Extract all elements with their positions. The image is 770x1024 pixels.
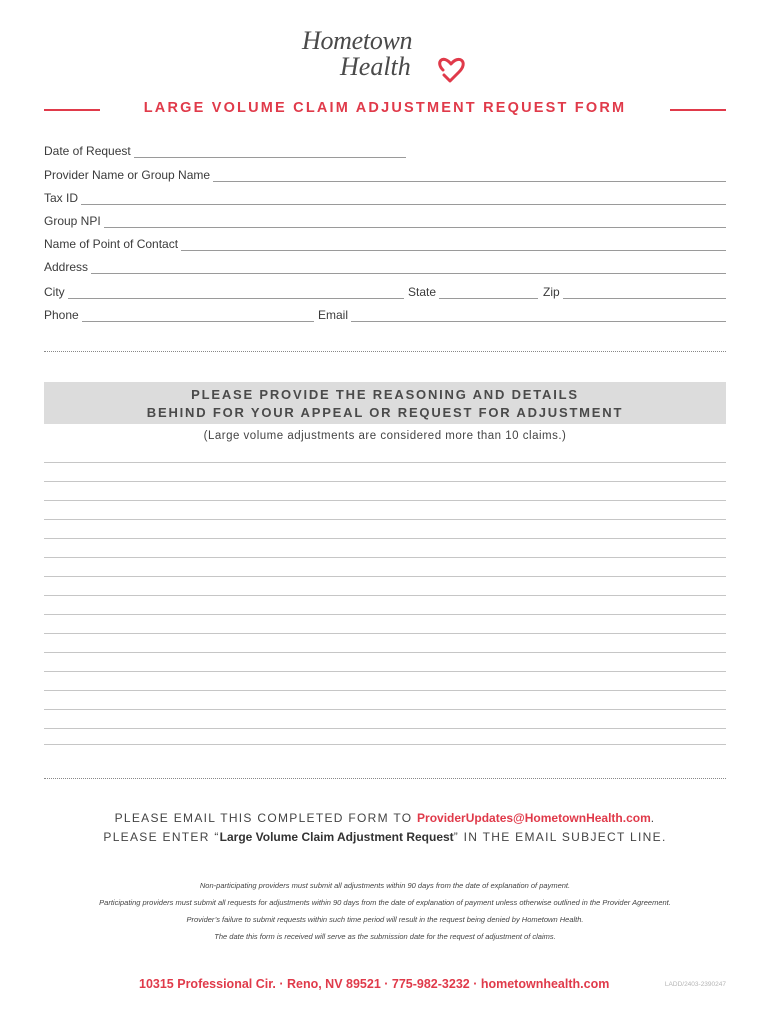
phone-input[interactable] (82, 310, 314, 322)
writing-line[interactable] (44, 633, 726, 634)
email-input[interactable] (351, 310, 726, 322)
reasoning-heading-box (44, 382, 726, 424)
writing-line[interactable] (44, 538, 726, 539)
writing-line[interactable] (44, 595, 726, 596)
address-field (44, 258, 726, 274)
writing-line[interactable] (44, 671, 726, 672)
date-of-request-input[interactable] (134, 146, 406, 158)
writing-line[interactable] (44, 614, 726, 615)
form-title: LARGE VOLUME CLAIM ADJUSTMENT REQUEST FORM (143, 100, 627, 116)
city-label: City (44, 285, 65, 299)
writing-line[interactable] (44, 481, 726, 482)
reasoning-heading-line2: BEHIND FOR YOUR APPEAL OR REQUEST FOR ADJUSTMENT (146, 405, 624, 420)
state-input[interactable] (439, 287, 538, 299)
email-instruction (0, 811, 770, 825)
state-field (408, 283, 538, 299)
phone-field (44, 306, 314, 322)
point-of-contact-field (44, 235, 726, 251)
writing-line[interactable] (44, 709, 726, 710)
reasoning-text-area[interactable] (44, 444, 726, 744)
state-label: State (408, 285, 437, 299)
writing-line[interactable] (44, 462, 726, 463)
form-code: LADD/2403-2390247 (664, 981, 726, 988)
provider-name-field (44, 166, 726, 182)
note-submission-date: The date this form is received will serve as the submission date for the request of adjustment of claims. (214, 932, 556, 941)
email-label: Email (318, 308, 349, 322)
note-participating: Participating providers must submit all requests for adjustments within 90 days from the date of explanation of payment unless otherwise outlined in the Provider Agreement. (99, 898, 671, 907)
city-field (44, 283, 404, 299)
subject-instruction-prefix: PLEASE ENTER “ (103, 830, 220, 844)
address-input[interactable] (91, 262, 726, 274)
footer-contact-info: 10315 Professional Cir. · Reno, NV 89521 · 775-982-3232 · hometownhealth.com (139, 977, 610, 991)
reasoning-subheading: (Large volume adjustments are considered more than 10 claims.) (203, 430, 567, 442)
section-divider-top (44, 351, 726, 352)
tax-id-field (44, 189, 726, 205)
date-of-request-field (44, 142, 406, 158)
writing-line[interactable] (44, 728, 726, 729)
date-of-request-label: Date of Request (44, 144, 131, 158)
writing-line[interactable] (44, 690, 726, 691)
note-failure-to-submit: Provider’s failure to submit requests within such time period will result in the request being denied by Hometown Health. (186, 915, 584, 924)
point-of-contact-label: Name of Point of Contact (44, 237, 179, 251)
section-divider-bottom (44, 778, 726, 779)
group-npi-label: Group NPI (44, 214, 101, 228)
subject-instruction-suffix: ” IN THE EMAIL SUBJECT LINE. (453, 830, 667, 844)
email-instruction-prefix: PLEASE EMAIL THIS COMPLETED FORM TO (114, 811, 418, 825)
email-instruction-suffix: . (650, 811, 656, 825)
hometown-health-logo (300, 22, 480, 84)
writing-line[interactable] (44, 576, 726, 577)
city-input[interactable] (68, 287, 404, 299)
form-title-row (44, 100, 726, 120)
writing-line[interactable] (44, 652, 726, 653)
title-rule-right (670, 109, 726, 111)
zip-input[interactable] (563, 287, 726, 299)
tax-id-label: Tax ID (44, 191, 79, 205)
reasoning-heading-line1: PLEASE PROVIDE THE REASONING AND DETAILS (191, 387, 579, 402)
writing-line[interactable] (44, 500, 726, 501)
footer (44, 977, 726, 995)
zip-label: Zip (543, 285, 560, 299)
email-field (318, 306, 726, 322)
writing-line[interactable] (44, 744, 726, 745)
logo-text-line2: Health (340, 52, 411, 81)
provider-name-input[interactable] (213, 170, 726, 182)
heart-icon (433, 56, 469, 84)
provider-name-label: Provider Name or Group Name (44, 168, 211, 182)
zip-field (543, 283, 726, 299)
group-npi-input[interactable] (104, 216, 726, 228)
subject-line-text: Large Volume Claim Adjustment Request (219, 830, 454, 844)
subject-instruction (0, 830, 770, 844)
note-non-participating: Non-participating providers must submit all adjustments within 90 days from the date of explanation of payment. (199, 881, 571, 890)
logo-text-line1: Hometown (302, 26, 413, 55)
writing-line[interactable] (44, 557, 726, 558)
phone-label: Phone (44, 308, 79, 322)
point-of-contact-input[interactable] (181, 239, 726, 251)
writing-line[interactable] (44, 519, 726, 520)
address-label: Address (44, 260, 89, 274)
group-npi-field (44, 212, 726, 228)
provider-updates-email-link[interactable]: ProviderUpdates@HometownHealth.com (417, 811, 651, 825)
tax-id-input[interactable] (81, 193, 726, 205)
